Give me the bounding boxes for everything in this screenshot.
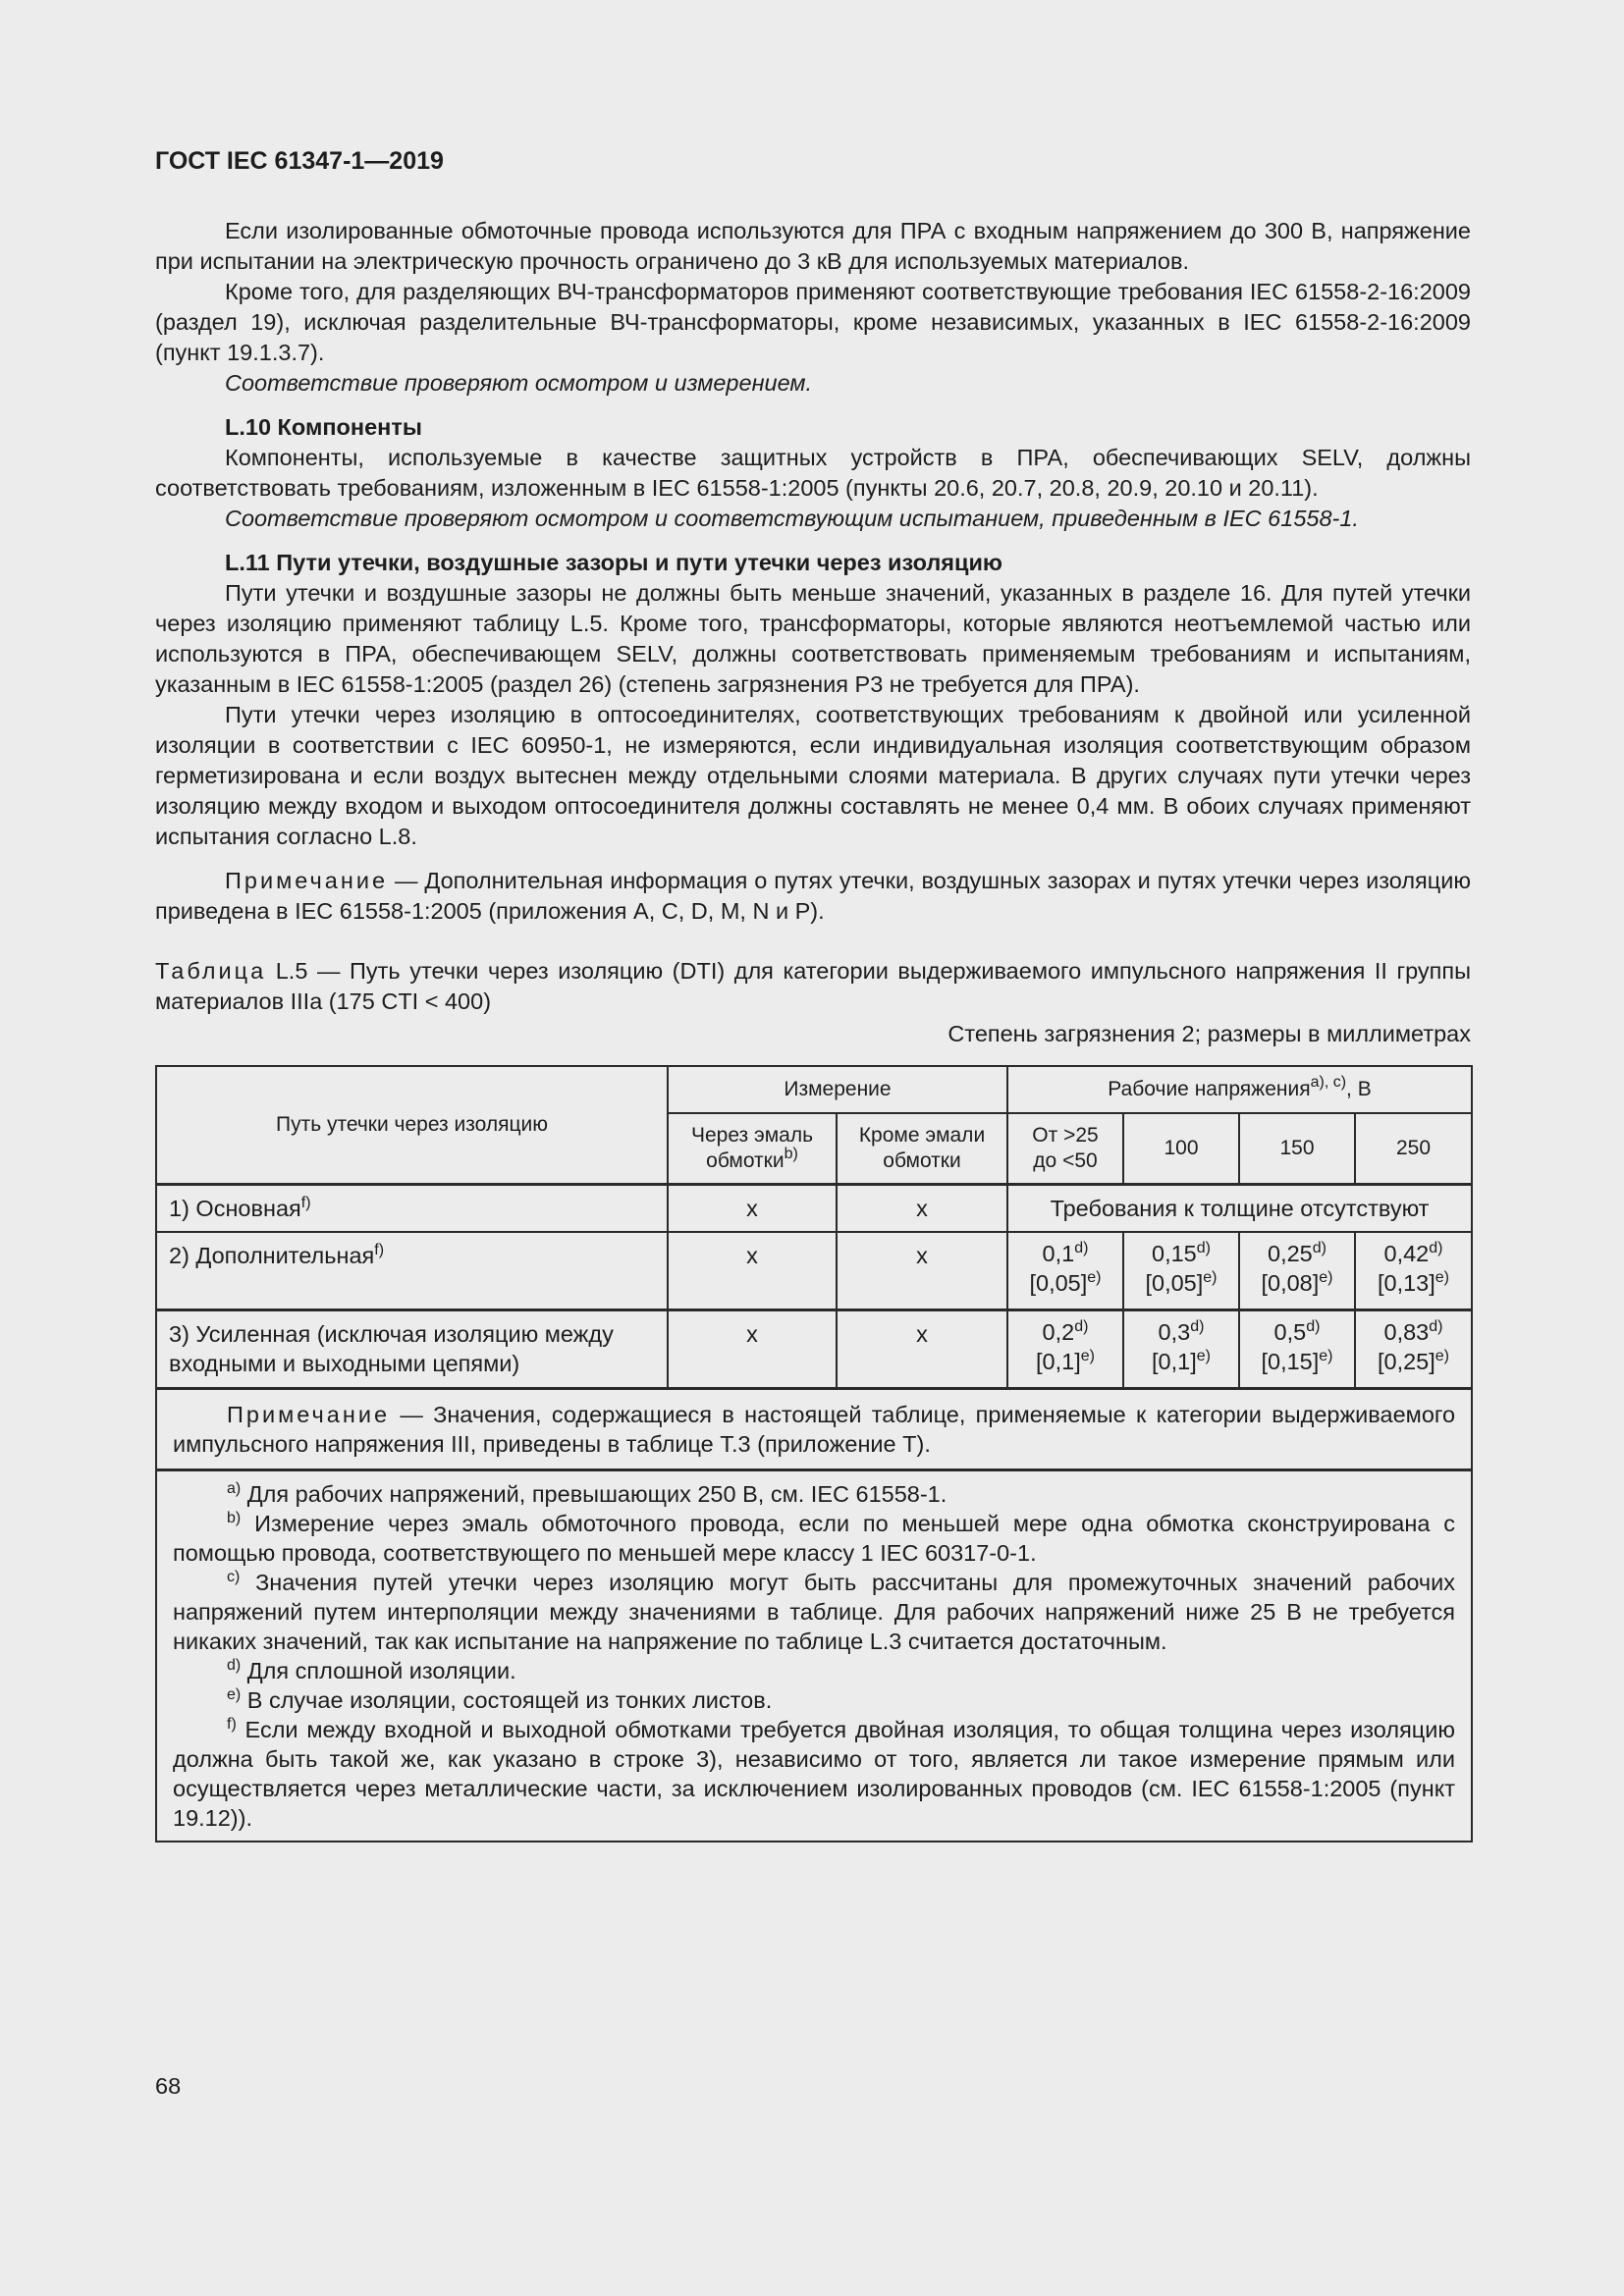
cell-value: 0,83$^{d)}$ $[0,25]^{e)}$	[1355, 1310, 1472, 1389]
row-name-reinforced: 3) Усиленная (исключая изоляцию между входными и выходными цепями)	[156, 1310, 668, 1389]
cell-value: 0,1$^{d)}$ $[0,05]^{e)}$	[1007, 1232, 1123, 1310]
table-row	[156, 1310, 1472, 1389]
cell-no-requirement: Требования к толщине отсутствуют	[1007, 1184, 1472, 1232]
footnote-f: $^{f)}$ Если между входной и выходной обмотками требуется двойная изоляция, то общая толщина через изоляцию должна быть такой же, как указано в строке 3), независимо от того, является ли такое измерение прямым или осуществляется через металлические части, за исключением изолированных проводов (см. IEC 61558-1:2005 (пункт 19.12)).	[173, 1716, 1456, 1831]
cell-value: 0,3$^{d)}$ $[0,1]^{e)}$	[1123, 1310, 1239, 1389]
table-footnotes	[156, 1470, 1472, 1842]
page-header: ГОСТ IEC 61347-1—2019	[155, 147, 444, 175]
creepage-table	[155, 1065, 1473, 1842]
table-units: Степень загрязнения 2; размеры в миллиметрах	[947, 1021, 1471, 1046]
header-through-enamel: Через эмаль обмотки$^{b)}$	[668, 1113, 837, 1184]
header-except-enamel: Кроме эмали обмотки	[837, 1113, 1007, 1184]
table-title-text: L.5 — Путь утечки через изоляцию (DTI) для категории выдерживаемого импульсного напряжения II группы материалов IIIa (175 CTI < 400)	[155, 958, 1471, 1014]
paragraph: Пути утечки и воздушные зазоры не должны быть меньше значений, указанных в разделе 16. Для путей утечки через изоляцию применяют таблицу L.5. Кроме того, трансформаторы, которые являются неотъемлемой частью или используются в ПРА, обеспечивающем SELV, должны соответствовать применяемым требованиям и испытаниям, указанным в IEC 61558-1:2005 (раздел 26) (степень загрязнения P3 не требуется для ПРА).	[155, 580, 1471, 697]
table-row	[156, 1184, 1472, 1232]
cell-x: x	[668, 1310, 837, 1389]
cell-value: 0,2$^{d)}$ $[0,1]^{e)}$	[1007, 1310, 1123, 1389]
note	[155, 866, 1471, 927]
cell-value: 0,15$^{d)}$ $[0,05]^{e)}$	[1123, 1232, 1239, 1310]
table-note: Примечание — Значения, содержащиеся в настоящей таблице, применяемые к категории выдерживаемого импульсного напряжения III, приведены в таблице T.3 (приложение T).	[156, 1389, 1472, 1470]
note-label: Примечание	[225, 868, 389, 893]
cell-x: x	[668, 1184, 837, 1232]
footnote-b: $^{b)}$ Измерение через эмаль обмоточного провода, если по меньшей мере одна обмотка сконструирована с помощью провода, соответствующего по меньшей мере классу 1 IEC 60317-0-1.	[173, 1510, 1456, 1566]
cell-value: 0,42$^{d)}$ $[0,13]^{e)}$	[1355, 1232, 1472, 1310]
paragraph: Пути утечки через изоляцию в оптосоединителях, соответствующих требованиям к двойной или усиленной изоляции в соответствии с IEC 60950-1, не измеряются, если индивидуальная изоляция соответствующим образом герметизирована и если воздух вытеснен между отдельными слоями материала. В других случаях пути утечки через изоляцию между входом и выходом оптосоединителя должны составлять не менее 0,4 мм. В обоих случаях применяют испытания согласно L.8.	[155, 702, 1471, 849]
header-voltages: Рабочие напряжения$^{a), c)}$, В	[1007, 1066, 1472, 1113]
compliance-note: Соответствие проверяют осмотром и соответствующим испытанием, приведенным в IEC 61558-1.	[225, 506, 1359, 531]
section-heading-l11: L.11 Пути утечки, воздушные зазоры и пути утечки через изоляцию	[225, 550, 1002, 575]
footnote-e: $^{e)}$ В случае изоляции, состоящей из тонких листов.	[227, 1686, 773, 1713]
header-measurement: Измерение	[668, 1066, 1007, 1113]
table-title	[155, 956, 1471, 1017]
cell-x: x	[837, 1310, 1007, 1389]
table-label: Таблица	[155, 958, 267, 984]
cell-value: 0,5$^{d)}$ $[0,15]^{e)}$	[1239, 1310, 1355, 1389]
cell-value: 0,25$^{d)}$ $[0,08]^{e)}$	[1239, 1232, 1355, 1310]
cell-x: x	[837, 1184, 1007, 1232]
header-voltage-150: 150	[1239, 1113, 1355, 1184]
table-footnotes-row	[156, 1470, 1472, 1842]
table-note-row	[156, 1389, 1472, 1470]
header-voltage-25-50: От >25 до <50	[1007, 1113, 1123, 1184]
paragraph: Компоненты, используемые в качестве защитных устройств в ПРА, обеспечивающих SELV, должны соответствовать требованиям, изложенным в IEC 61558-1:2005 (пункты 20.6, 20.7, 20.8, 20.9, 20.10 и 20.11).	[155, 445, 1471, 501]
cell-x: x	[837, 1232, 1007, 1310]
paragraph: Кроме того, для разделяющих ВЧ-трансформаторов применяют соответствующие требования IEC 61558-2-16:2009 (раздел 19), исключая разделительные ВЧ-трансформаторы, кроме независимых, указанных в IEC 61558-2-16:2009 (пункт 19.1.3.7).	[155, 279, 1471, 365]
footnote-c: $^{c)}$ Значения путей утечки через изоляцию могут быть рассчитаны для промежуточных значений рабочих напряжений путем интерполяции между значениями в таблице. Для рабочих напряжений ниже 25 В не требуется никаких значений, так как испытание на напряжение по таблице L.3 считается достаточным.	[173, 1569, 1456, 1654]
compliance-note: Соответствие проверяют осмотром и измерением.	[225, 370, 813, 396]
header-voltage-250: 250	[1355, 1113, 1472, 1184]
page-content	[155, 145, 1471, 1842]
row-name-supplementary: 2) Дополнительная$^{f)}$	[156, 1232, 668, 1310]
footnote-d: $^{d)}$ Для сплошной изоляции.	[227, 1657, 516, 1683]
note-text: — Дополнительная информация о путях утечки, воздушных зазорах и путях утечки через изоляцию приведена в IEC 61558-1:2005 (приложения A, C, D, M, N и P).	[155, 868, 1471, 924]
section-heading-l10: L.10 Компоненты	[225, 414, 422, 440]
header-voltage-100: 100	[1123, 1113, 1239, 1184]
header-path: Путь утечки через изоляцию	[156, 1066, 668, 1184]
footnote-a: $^{a)}$ Для рабочих напряжений, превышающих 250 В, см. IEC 61558-1.	[227, 1480, 947, 1507]
page-number: 68	[155, 2073, 182, 2099]
row-name-basic: 1) Основная$^{f)}$	[156, 1184, 668, 1232]
cell-x: x	[668, 1232, 837, 1310]
paragraph: Если изолированные обмоточные провода используются для ПРА с входным напряжением до 300 В, напряжение при испытании на электрическую прочность ограничено до 3 кВ для используемых материалов.	[155, 218, 1471, 274]
table-row	[156, 1232, 1472, 1310]
